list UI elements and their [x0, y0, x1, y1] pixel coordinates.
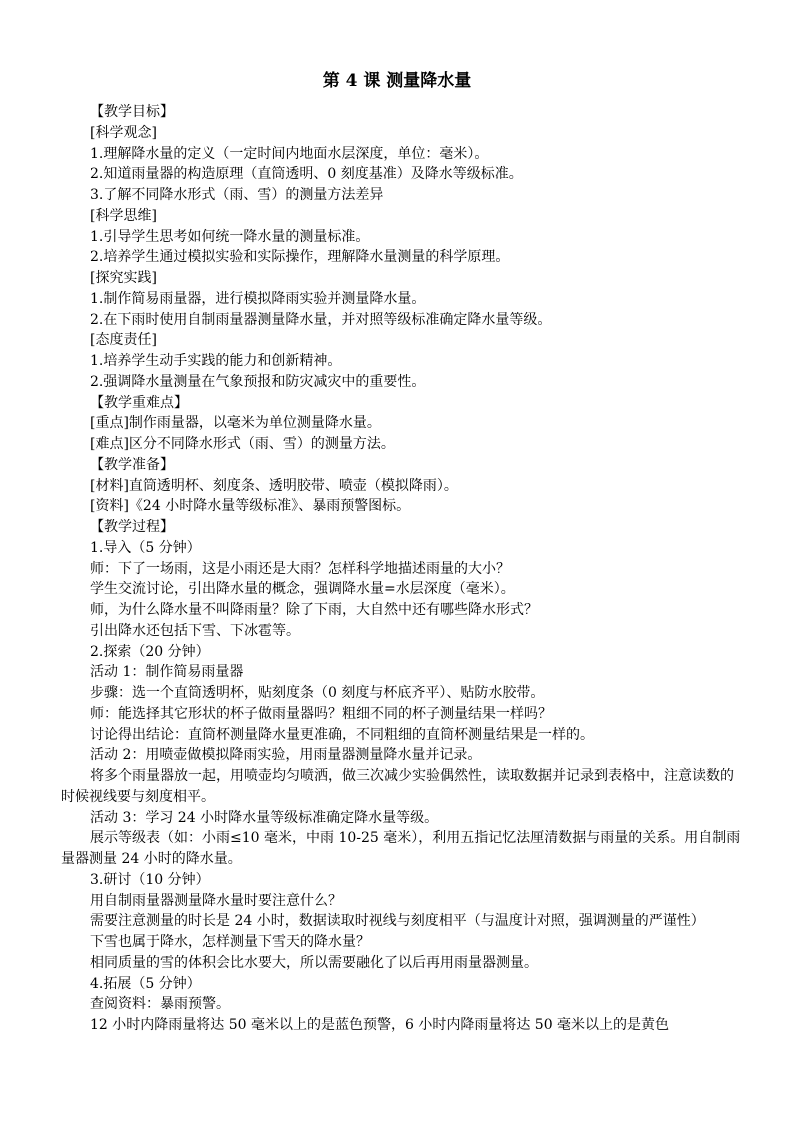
paragraph: [难点]区分不同降水形式（雨、雪）的测量方法。	[90, 436, 395, 452]
paragraph: 师：能选择其它形状的杯子做雨量器吗？粗细不同的杯子测量结果一样吗？	[90, 705, 552, 722]
paragraph: 展示等级表（如：小雨≤10 毫米，中雨 10-25 毫米），利用五指记忆法厘清数据与雨量的关系。用自制雨量器测量 24 小时的降水量。	[61, 830, 741, 867]
list-item: 3.了解不同降水形式（雨、雪）的测量方法差异	[90, 187, 384, 203]
list-item: 1.引导学生思考如何统一降水量的测量标准。	[90, 228, 370, 245]
paragraph: 相同质量的雪的体积会比水要大，所以需要融化了以后再用雨量器测量。	[90, 954, 538, 971]
list-item: 1.理解降水量的定义（一定时间内地面水层深度，单位：毫米）。	[90, 145, 489, 162]
list-item: 1.培养学生动手实践的能力和创新精神。	[90, 353, 342, 369]
section-heading: 【教学目标】	[90, 104, 174, 120]
subsection-heading: [科学观念]	[90, 124, 157, 141]
step-heading: 3.研讨（10 分钟）	[90, 871, 210, 888]
paragraph: 将多个雨量器放一起，用喷壶均匀喷洒，做三次减少实验偶然性，读取数据并记录到表格中，注意读数的时候视线要与刻度相平。	[61, 768, 734, 805]
paragraph: 引出降水还包括下雪、下冰雹等。	[90, 622, 300, 639]
lesson-title: 第 4 课 测量降水量	[322, 71, 472, 91]
list-item: 2.在下雨时使用自制雨量器测量降水量，并对照等级标准确定降水量等级。	[90, 311, 552, 328]
paragraph: 12 小时内降雨量将达 50 毫米以上的是蓝色预警，6 小时内降雨量将达 50 毫米以上的是黄色	[90, 1017, 670, 1033]
subsection-heading: [态度责任]	[90, 332, 157, 349]
list-item: 2.知道雨量器的构造原理（直筒透明、0 刻度基准）及降水等级标准。	[90, 166, 523, 183]
paragraph: 需要注意测量的时长是 24 小时，数据读取时视线与刻度相平（与温度计对照，强调测量的严谨性）	[90, 913, 705, 930]
paragraph: 下雪也属于降水，怎样测量下雪天的降水量？	[90, 934, 370, 950]
section-heading: 【教学过程】	[90, 519, 174, 535]
activity-heading: 活动 3：学习 24 小时降水量等级标准确定降水量等级。	[90, 809, 439, 826]
list-item: 2.强调降水量测量在气象预报和防灾减灾中的重要性。	[90, 373, 426, 390]
paragraph: 师：下了一场雨，这是小雨还是大雨？怎样科学地描述雨量的大小？	[90, 560, 510, 577]
section-heading: 【教学重难点】	[90, 394, 188, 411]
paragraph: 学生交流讨论，引出降水量的概念，强调降水量=水层深度（毫米）。	[90, 581, 515, 598]
paragraph: 查阅资料：暴雨预警。	[90, 996, 230, 1013]
paragraph: 讨论得出结论：直筒杯测量降水量更准确，不同粗细的直筒杯测量结果是一样的。	[90, 726, 594, 743]
paragraph: 师，为什么降水量不叫降雨量？除了下雨，大自然中还有哪些降水形式？	[90, 602, 538, 618]
step-heading: 4.拓展（5 分钟）	[90, 975, 201, 992]
lesson-body	[61, 102, 741, 1036]
paragraph: 步骤：选一个直筒透明杯，贴刻度条（0 刻度与杯底齐平）、贴防水胶带。	[90, 685, 545, 701]
subsection-heading: [科学思维]	[90, 207, 157, 224]
activity-heading: 活动 1：制作简易雨量器	[90, 664, 244, 681]
paragraph: [重点]制作雨量器，以毫米为单位测量降水量。	[90, 415, 381, 432]
step-heading: 1.导入（5 分钟）	[90, 539, 201, 556]
paragraph: [材料]直筒透明杯、刻度条、透明胶带、喷壶（模拟降雨）。	[90, 477, 458, 494]
section-heading: 【教学准备】	[90, 456, 174, 473]
step-heading: 2.探索（20 分钟）	[90, 643, 210, 660]
list-item: 2.培养学生通过模拟实验和实际操作，理解降水量测量的科学原理。	[90, 249, 510, 266]
activity-heading: 活动 2：用喷壶做模拟降雨实验，用雨量器测量降水量并记录。	[90, 747, 482, 764]
paragraph: [资料]《24 小时降水量等级标准》、暴雨预警图标。	[90, 498, 411, 515]
subsection-heading: [探究实践]	[90, 270, 157, 286]
paragraph: 用自制雨量器测量降水量时要注意什么？	[90, 892, 342, 909]
list-item: 1.制作简易雨量器，进行模拟降雨实验并测量降水量。	[90, 290, 426, 307]
